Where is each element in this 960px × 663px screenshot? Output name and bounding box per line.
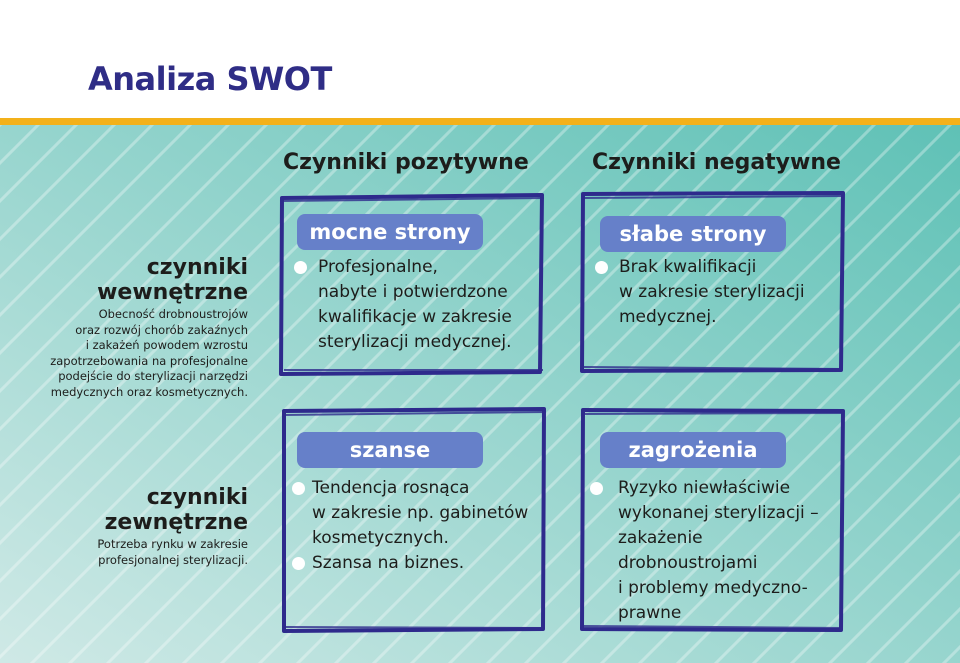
bullet-item <box>294 255 544 355</box>
bullet-dot-icon <box>292 482 305 495</box>
row-title-external-line2: zewnętrzne <box>104 510 248 535</box>
row-description-external <box>97 537 248 568</box>
description-line: medycznych oraz kosmetycznych. <box>50 384 248 399</box>
bullet-item <box>590 476 842 626</box>
bullet-text: Profesjonalne, nabyte i potwierdzone kwalifikacje w zakresie sterylizacji medycznej. <box>318 257 512 352</box>
bullets-opportunities <box>292 476 544 576</box>
label-threats: zagrożenia <box>600 432 786 468</box>
bullet-item <box>595 255 845 330</box>
bullet-dot-icon <box>294 261 307 274</box>
bullets-weaknesses <box>595 255 845 330</box>
bullet-text: Szansa na biznes. <box>312 553 465 573</box>
column-header-positive: Czynniki pozytywne <box>283 150 529 175</box>
description-line: i zakażeń powodem wzrostu <box>85 338 248 352</box>
row-title-internal <box>97 255 248 305</box>
bullets-strengths <box>294 255 544 355</box>
bullet-dot-icon <box>595 261 608 274</box>
row-title-external-line1: czynniki <box>146 485 248 510</box>
column-header-negative: Czynniki negatywne <box>592 150 841 175</box>
bullet-dot-icon <box>292 557 305 570</box>
bullets-threats <box>590 476 842 626</box>
bullet-item <box>292 551 544 576</box>
row-title-external <box>105 485 248 535</box>
bullet-text: Tendencja rosnąca w zakresie np. gabinetów kosmetycznych. <box>312 478 529 548</box>
description-line: zapotrzebowania na profesjonalne <box>50 353 248 368</box>
bullet-dot-icon <box>590 482 603 495</box>
description-line: profesjonalnej sterylizacji. <box>98 552 248 567</box>
bullet-text: Brak kwalifikacji w zakresie sterylizacji medycznej. <box>619 257 805 327</box>
bullet-text: Ryzyko niewłaściwie wykonanej sterylizacji – zakażenie drobnoustrojami i problemy medyczno- prawne <box>618 478 819 623</box>
label-weaknesses: słabe strony <box>600 216 786 252</box>
label-strengths: mocne strony <box>297 214 483 250</box>
page-title: Analiza SWOT <box>88 60 332 98</box>
description-line: podejście do sterylizacji narzędzi <box>58 369 248 383</box>
row-title-internal-line2: wewnętrzne <box>97 280 248 305</box>
row-description-internal <box>50 307 248 400</box>
row-title-internal-line1: czynniki <box>146 255 248 280</box>
header <box>0 0 960 118</box>
bullet-item <box>292 476 544 551</box>
label-opportunities: szanse <box>297 432 483 468</box>
description-line: oraz rozwój chorób zakaźnych <box>75 322 248 337</box>
description-line: Potrzeba rynku w zakresie <box>97 537 248 551</box>
gold-divider <box>0 118 960 125</box>
description-line: Obecność drobnoustrojów <box>98 307 248 321</box>
